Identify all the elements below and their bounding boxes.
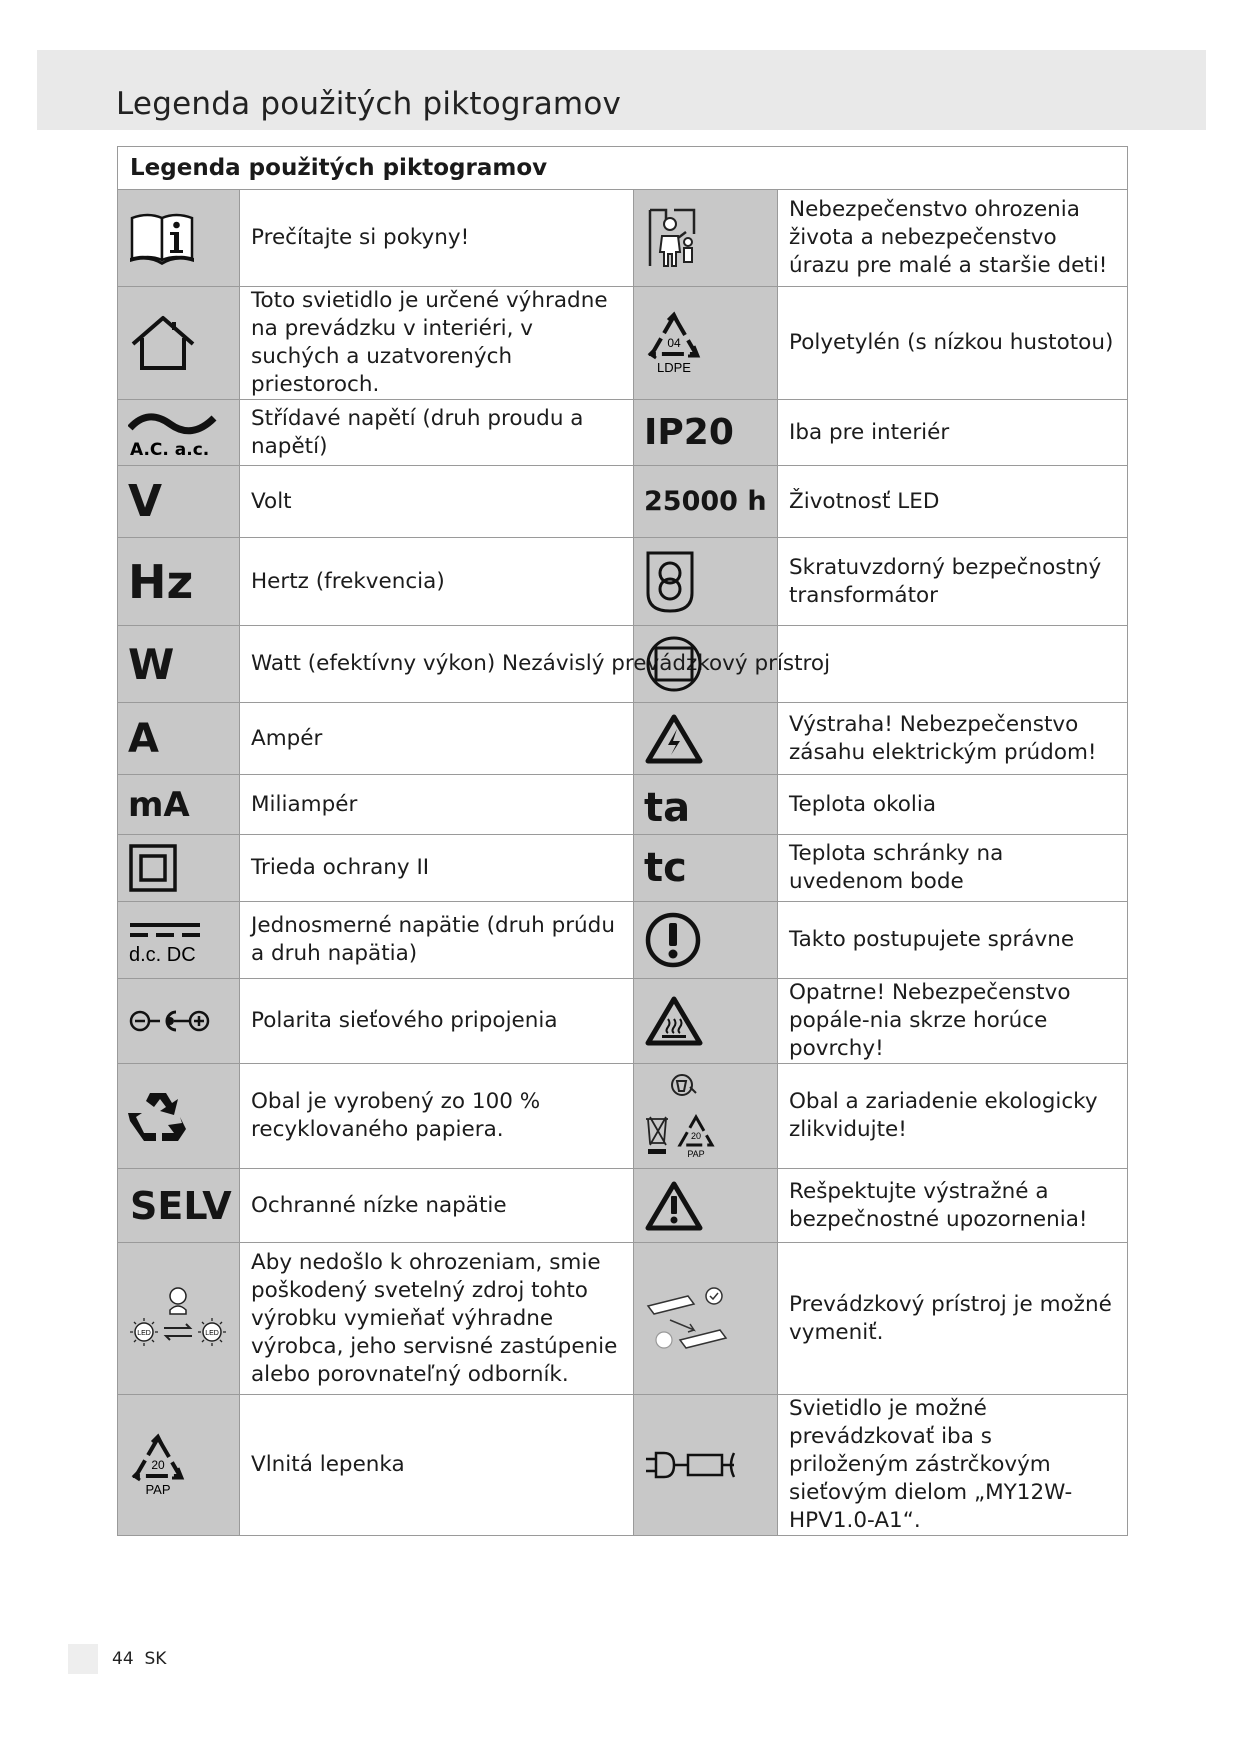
recycle-arrows-icon (118, 1087, 239, 1145)
gear-replace-icon (634, 1284, 777, 1354)
child-warning-icon (634, 206, 777, 270)
led-label: LED (205, 1329, 219, 1337)
page-number-box (68, 1644, 98, 1674)
led-replace-icon (118, 1284, 239, 1354)
legend-text: Obal je vyrobený zo 100 % recyklovaného papiera. (240, 1064, 634, 1169)
selv-icon: SELV (130, 1183, 232, 1228)
legend-text: Prečítajte si pokyny! (240, 190, 634, 287)
legend-text: Toto svietidlo je určené výhradne na prevádzku v interiéri, v suchých a uzatvorených priestoroch. (240, 287, 634, 400)
legend-text: Jednosmerné napätie (druh prúdu a druh napätia) (240, 902, 634, 979)
recycle-ldpe-icon (634, 310, 777, 376)
legend-text: Svietidlo je možné prevádzkovať iba s priloženým zástrčkovým sieťovým dielom „MY12W-HPV1.0-A1“. (778, 1395, 1128, 1536)
legend-text: Vlnitá lepenka (240, 1395, 634, 1536)
recycle-code: 20 (151, 1458, 165, 1472)
recycle-material: PAP (687, 1149, 705, 1159)
table-row (118, 979, 1128, 1064)
ip20-icon: IP20 (644, 412, 734, 453)
tc-icon: tc (644, 845, 687, 891)
table-row (118, 1395, 1128, 1536)
polarity-icon (118, 1006, 239, 1036)
table-row (118, 1064, 1128, 1169)
legend-text: Aby nedošlo k ohrozeniam, smie poškodený svetelný zdroj tohto výrobku vymieňať výhradne výrobca, jeho servisné zastúpenie alebo porovnateľný odborník. (240, 1243, 634, 1395)
legend-text: Prevádzkový prístroj je možné vymeniť. (778, 1243, 1128, 1395)
table-row (118, 466, 1128, 538)
legend-text: Takto postupujete správne (778, 902, 1128, 979)
table-caption: Legenda použitých piktogramov (118, 147, 1128, 190)
table-row (118, 1169, 1128, 1243)
plug-adapter-icon (634, 1447, 777, 1483)
legend-text: Watt (efektívny výkon) Nezávislý prevádzkový prístroj (251, 651, 831, 676)
legend-text: Trieda ochrany II (240, 835, 634, 902)
hot-surface-warning-icon (634, 995, 777, 1047)
page-number: 44 SK (112, 1649, 167, 1669)
table-row (118, 1243, 1128, 1395)
watt-icon: W (128, 639, 175, 689)
recycle-code: 20 (690, 1131, 702, 1141)
volt-icon: V (128, 476, 163, 527)
table-row (118, 902, 1128, 979)
legend-text: Životnosť LED (778, 466, 1128, 538)
legend-text: Teplota okolia (778, 775, 1128, 835)
legend-text: Teplota schránky na uvedenom bode (778, 835, 1128, 902)
dc-label: d.c. DC (129, 944, 196, 965)
class-ii-icon (118, 843, 239, 893)
recycle-pap-icon (118, 1432, 239, 1498)
table-row (118, 287, 1128, 400)
legend-text (778, 626, 1128, 703)
ac-icon (118, 408, 239, 458)
recycle-code: 04 (667, 336, 681, 350)
legend-text: Obal a zariadenie ekologicky zlikvidujte! (778, 1064, 1128, 1169)
exclamation-circle-icon (634, 911, 777, 969)
eco-disposal-icon (634, 1071, 777, 1161)
recycle-material: PAP (145, 1482, 171, 1497)
table-row (118, 835, 1128, 902)
legend-text: Ampér (240, 703, 634, 775)
safety-transformer-icon (634, 549, 777, 615)
table-row (118, 626, 1128, 703)
legend-text: Střídavé napětí (druh proudu a napětí) (240, 400, 634, 466)
lifetime-icon: 25000 h (644, 486, 767, 517)
legend-text: Skratuvzdorný bezpečnostný transformátor (778, 538, 1128, 626)
legend-text: Polyetylén (s nízkou hustotou) (778, 287, 1128, 400)
dc-icon (118, 915, 239, 965)
ampere-icon: A (128, 715, 159, 762)
house-icon (118, 314, 239, 372)
general-warning-icon (634, 1180, 777, 1232)
legend-text: Hertz (frekvencia) (240, 538, 634, 626)
ac-label: A.C. a.c. (130, 439, 210, 458)
legend-text: Rešpektujte výstražné a bezpečnostné upozornenia! (778, 1169, 1128, 1243)
legend-text: Miliampér (240, 775, 634, 835)
table-row (118, 400, 1128, 466)
legend-text: Ochranné nízke napätie (240, 1169, 634, 1243)
milliampere-icon: mA (128, 784, 190, 825)
pictogram-legend-table (117, 146, 1128, 1536)
table-row (118, 538, 1128, 626)
table-row (118, 190, 1128, 287)
led-label: LED (137, 1329, 151, 1337)
table-row (118, 703, 1128, 775)
ta-icon: ta (644, 784, 691, 831)
legend-text: Iba pre interiér (778, 400, 1128, 466)
info-book-icon (118, 210, 239, 266)
page-title: Legenda použitých piktogramov (116, 86, 622, 122)
electric-warning-icon (634, 713, 777, 765)
legend-text: Nebezpečenstvo ohrozenia života a nebezpečenstvo úrazu pre malé a staršie deti! (778, 190, 1128, 287)
recycle-material: LDPE (657, 360, 691, 375)
legend-text: Výstraha! Nebezpečenstvo zásahu elektrickým prúdom! (778, 703, 1128, 775)
legend-text: Polarita sieťového pripojenia (240, 979, 634, 1064)
hertz-icon: Hz (128, 554, 194, 609)
legend-text: Volt (240, 466, 634, 538)
legend-text: Opatrne! Nebezpečenstvo popále-nia skrze horúce povrchy! (778, 979, 1128, 1064)
table-row (118, 775, 1128, 835)
